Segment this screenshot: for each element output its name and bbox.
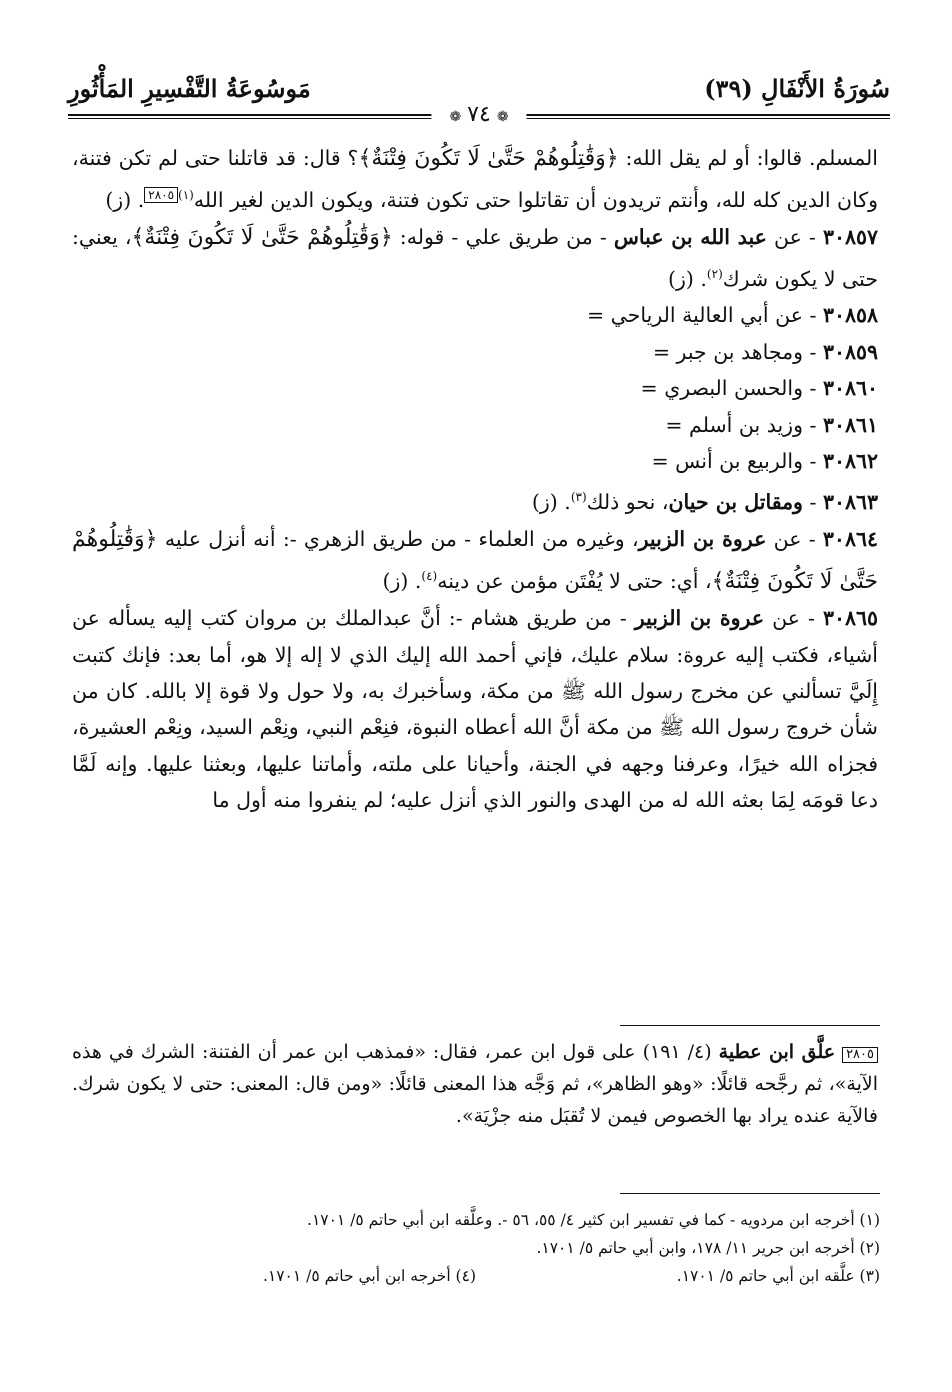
paragraph-intro [72,140,878,219]
narration-30861 [72,407,878,443]
narration-number: ٣٠٨٥٨ [822,303,878,328]
footnote-2: (٢) أخرجه ابن جرير ١١/ ١٧٨، وابن أبي حاتم ٥/ ١٧٠١. [536,1239,880,1257]
narration-30862 [72,443,878,479]
footnote-row [72,1234,880,1262]
footnote-ref: (٣) [570,490,587,505]
text: - عن [764,606,823,631]
narration-30858 [72,297,878,333]
text: ، أي: حتى لا يُفْتَن مؤمن عن دينه [437,568,712,593]
narration-number: ٣٠٨٦٠ [822,376,878,401]
quran-verse: ﴿وَقَٰتِلُوهُمْ حَتَّىٰ لَا تَكُونَ فِتْنَةٌ﴾ [358,146,619,171]
quran-verse: ﴿وَقَٰتِلُوهُمْ حَتَّىٰ لَا تَكُونَ فِتْنَةٌ﴾ [131,224,393,250]
footnote-3: (٣) علَّقه ابن أبي حاتم ٥/ ١٧٠١. [676,1267,880,1285]
narrator-name: عبد الله بن عباس [613,224,767,249]
narration-number: ٣٠٨٥٩ [822,339,878,364]
text: ؟ قال: قد قاتلنا حتى لم تكن فتنة، وكان الدين كله لله، وأنتم تريدون أن تقاتلوا حتى تكون فتنة، ويكون الدين لغير الله [72,146,878,213]
book-title: مَوسُوعَةُ التَّفْسِيرِ المَأْثُورِ [68,74,311,103]
surah-title: سُورَةُ الأَنْفَالِ (٣٩) [704,74,890,103]
footnote-separator [620,1193,880,1194]
text: . (ز) [105,188,145,213]
text: - والحسن البصري = [640,376,823,401]
narration-number: ٣٠٨٦٤ [822,526,878,551]
note-separator [620,1025,880,1026]
narrator-name: عروة بن الزبير [638,526,767,551]
footnote-row [72,1262,880,1290]
narrator-name: عروة بن الزبير [634,606,765,631]
footnote-1: (١) أخرجه ابن مردويه - كما في تفسير ابن كثير ٤/ ٥٥، ٥٦ -. وعلَّقه ابن أبي حاتم ٥/ ١٧٠١. [307,1211,880,1229]
text: . (ز) [531,490,571,515]
ornament-icon: ❁ [496,109,509,125]
main-text [72,140,878,819]
narration-number: ٣٠٨٦٢ [822,448,878,473]
narration-30863 [72,479,878,520]
page-header [68,66,890,132]
narration-number: ٣٠٨٦٥ [822,606,878,631]
text: ، وغيره من العلماء - من طريق الزهري -: أنه أنزل عليه [157,526,639,551]
note-author: علَّق ابن عطية [718,1041,836,1063]
text: - عن [766,224,823,249]
narration-number: ٣٠٨٥٧ [822,224,878,249]
page-number: ٧٤ [467,102,491,127]
text: - من طريق هشام -: أنَّ عبدالملك بن مروان كتب إليه يسأله عن أشياء، فكتب إليه عروة: سلام عليك، فإني أحمد الله إليك الذي لا إله إلا هو، أما بعد: فإنك كتبت إِلَيَّ تسألني عن مخرج رسول الله ﷺ من مكة، وسأخبرك به، ولا حول ولا قوة إلا بالله. كان من شأن خروج رسول الله ﷺ من مكة أنَّ الله أعطاه النبوة، فنِعْم النبي، ونِعْم السيد، ونِعْم العشيرة، فجزاه الله خيرًا، وعرفنا وجهه في الجنة، وأحيانا على ملته، وأماتنا عليها، وبعثنا عليها. وإنه لَمَّا دعا قومَه لِمَا بعثه الله له من الهدى والنور الذي أنزل عليه؛ لم ينفروا منه أول ما [72,606,878,813]
narration-30857 [72,219,878,298]
text: - من طريق علي - قوله: [392,224,614,249]
quran-verse: ﴿وَقَٰتِلُوهُمْ حَتَّىٰ لَا تَكُونَ فِتْنَةٌ﴾ [72,526,878,594]
note-marker-box: ٢٨٠٥ [842,1047,878,1063]
commentary-note [72,1036,878,1132]
narration-30865 [72,600,878,818]
text: - [802,490,823,515]
note-text: (٤/ ١٩١) على قول ابن عمر، فقال: «فمذهب ابن عمر أن الفتنة: الشرك في هذه الآية»، ثم رجَّحه قائلًا: «وهو الظاهر»، ثم وَجَّه هذا المعنى قائلًا: «ومن قال: المعنى: حتى لا يكون شرك. فالآية عنده يراد بها الخصوص فيمن لا تُقبَل منه جزْيَة». [72,1041,878,1127]
text: ، نحو ذلك [586,490,669,515]
text: - عن أبي العالية الرياحي = [586,303,823,328]
narration-30864 [72,521,878,601]
ornament-icon: ❁ [449,109,462,125]
text: ، يعني: حتى لا يكون شرك [72,224,878,291]
text: . (ز) [382,568,422,593]
note-marker-box: ٢٨٠٥ [144,187,178,203]
page-number-block [431,102,526,127]
footnote-row [72,1206,880,1234]
narration-number: ٣٠٨٦١ [822,412,878,437]
footnotes [72,1206,880,1290]
text: - عن [766,526,823,551]
text: - ومجاهد بن جبر = [652,339,823,364]
text: المسلم. قالوا: أو لم يقل الله: [618,146,878,170]
narration-30860 [72,370,878,406]
footnote-4: (٤) أخرجه ابن أبي حاتم ٥/ ١٧٠١. [262,1267,476,1285]
text: - وزيد بن أسلم = [665,412,823,437]
narration-number: ٣٠٨٦٣ [822,490,878,515]
narration-30859 [72,334,878,370]
footnote-ref: (١) [178,188,194,203]
text: - والربيع بن أنس = [651,448,823,473]
text: . (ز) [667,266,707,291]
note-paragraph [72,1036,878,1132]
footnote-ref: (٤) [421,568,438,583]
footnote-ref: (٢) [706,267,723,282]
narrator-name: ومقاتل بن حيان [668,490,803,515]
